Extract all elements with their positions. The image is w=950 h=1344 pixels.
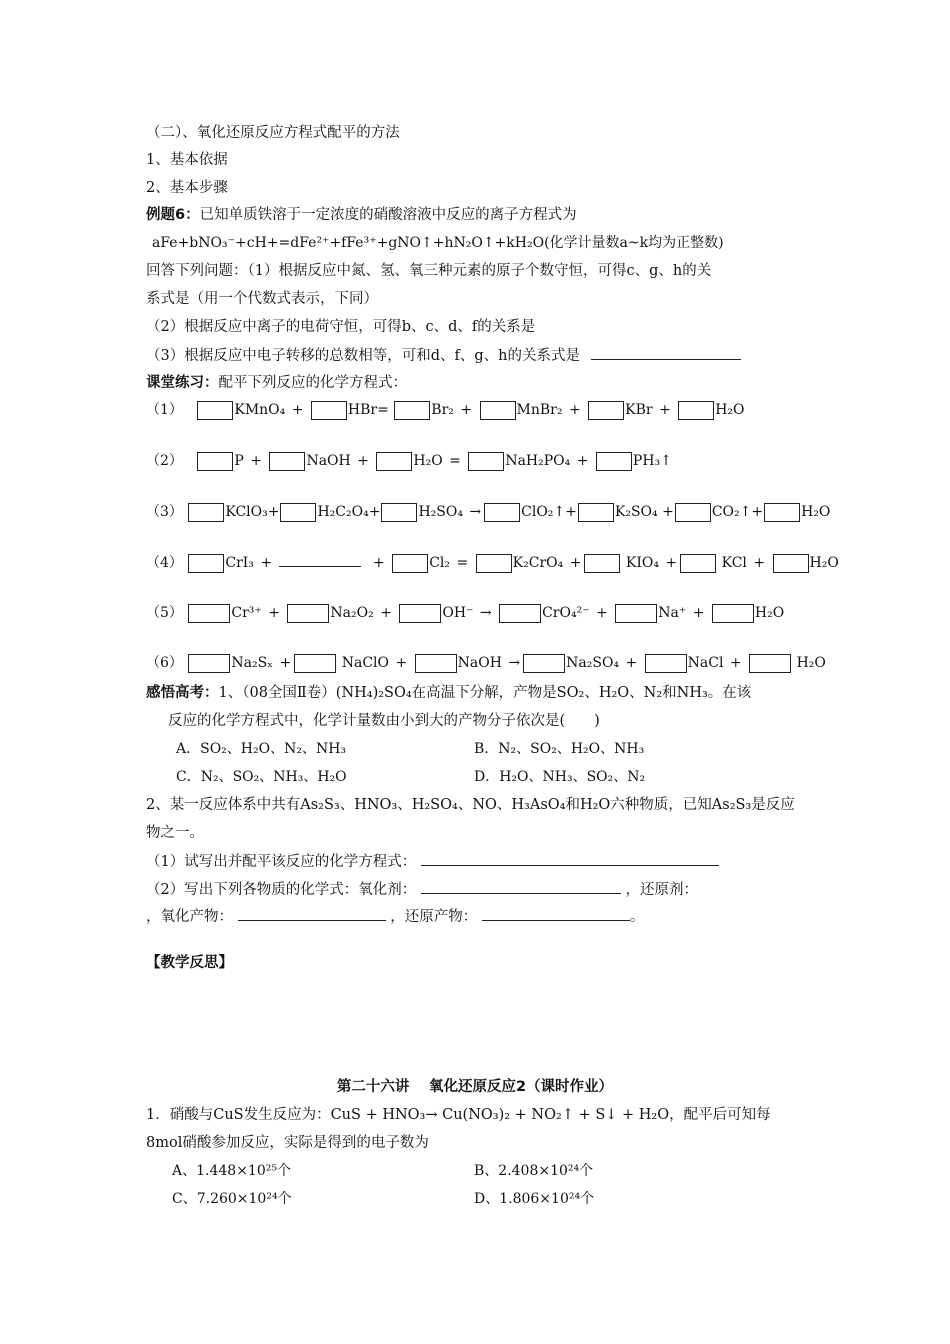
coef-box[interactable] — [584, 554, 620, 573]
plus: + — [460, 402, 473, 418]
equation-6 — [146, 653, 826, 673]
plus: + — [373, 555, 385, 571]
species: H₂O — [809, 555, 839, 571]
coef-box[interactable] — [392, 554, 428, 573]
answer-blank[interactable] — [421, 851, 719, 866]
eq-number: （4） — [146, 555, 183, 571]
plus: + — [250, 453, 262, 469]
species: Na⁺ — [658, 605, 687, 621]
plus: + — [659, 402, 671, 418]
gaokao-q2-part1-text: （1）试写出并配平该反应的化学方程式： — [146, 854, 417, 870]
eq-number: （1） — [146, 402, 183, 418]
practice-text: 配平下列反应的化学方程式： — [218, 375, 407, 391]
coef-box[interactable] — [399, 604, 441, 623]
equation-1 — [146, 400, 745, 420]
plus: + — [665, 555, 678, 571]
species: H₂O — [413, 453, 443, 469]
species: CrO₄²⁻ — [542, 605, 590, 621]
gaokao-label: 感悟高考： — [146, 685, 219, 701]
example6-text: 已知单质铁溶于一定浓度的硝酸溶液中反应的离子方程式为 — [199, 207, 577, 223]
gaokao-q2-part2-reductant: ，还原剂： — [625, 882, 698, 898]
plus: + — [260, 555, 273, 571]
reduction-product-blank[interactable] — [482, 906, 630, 921]
plus: + — [692, 605, 705, 621]
plus: + — [729, 655, 742, 671]
gaokao-q2-part3-ox: ，氧化产物： — [146, 909, 233, 925]
species: H₂O — [754, 605, 785, 621]
eq-number: （2） — [146, 453, 183, 469]
species: NaClO — [341, 655, 390, 671]
example6-q2: （2）根据反应中离子的电荷守恒，可得b、c、d、f的关系是 — [146, 319, 536, 335]
plus: + — [291, 402, 304, 418]
eq-number: （5） — [146, 605, 183, 621]
arrow: → — [469, 504, 482, 520]
species: CrI₃ — [225, 555, 254, 571]
gaokao-q1-line2: 反应的化学方程式中，化学计量数由小到大的产物分子依次是( ) — [168, 713, 600, 729]
coef-box[interactable] — [645, 654, 687, 673]
species: Cr³⁺ — [231, 605, 262, 621]
species: Na₂SO₄ — [566, 655, 620, 671]
basis-heading: 1、基本依据 — [146, 152, 228, 168]
hw-option-b[interactable]: B、2.408×10²⁴个 — [474, 1163, 594, 1179]
coef-box[interactable] — [680, 554, 716, 573]
species: Na₂O₂ — [330, 605, 374, 621]
equals: = — [456, 555, 469, 571]
plus: + — [268, 605, 280, 621]
reflection-heading: 【教学反思】 — [146, 955, 233, 971]
coef-box[interactable] — [675, 503, 711, 522]
plus: + — [596, 605, 608, 621]
species: PH₃↑ — [632, 453, 672, 469]
gaokao-q2-line2: 物之一。 — [146, 825, 204, 841]
coef-box[interactable] — [376, 452, 412, 471]
plus: + — [357, 453, 369, 469]
species: CO₂↑+ — [711, 504, 764, 520]
example6 — [146, 205, 577, 225]
species: KBr — [625, 402, 653, 418]
coef-box[interactable] — [678, 401, 714, 420]
gaokao-q2-part1 — [146, 851, 719, 872]
plus: + — [569, 555, 582, 571]
species: NaH₂PO₄ — [505, 453, 571, 469]
plus: + — [380, 605, 392, 621]
plus: + — [753, 555, 766, 571]
hw-option-a[interactable]: A、1.448×10²⁵个 — [172, 1163, 291, 1179]
species: NaOH — [457, 655, 502, 671]
coef-box[interactable] — [188, 604, 230, 623]
species: KCl — [721, 555, 747, 571]
oxidant-blank[interactable] — [421, 879, 621, 894]
species-blank[interactable] — [279, 552, 361, 567]
hw-option-d[interactable]: D、1.806×10²⁴个 — [474, 1191, 595, 1207]
plus: + — [576, 453, 589, 469]
coef-box[interactable] — [280, 503, 316, 522]
gaokao-q2-line1: 2、某一反应体系中共有As₂S₃、HNO₃、H₂SO₄、NO、H₃AsO₄和H₂O六种物质，已知As₂S₃是反应 — [146, 797, 795, 813]
steps-heading: 2、基本步骤 — [146, 180, 228, 196]
species: Cl₂ — [429, 555, 451, 571]
example6-q3-text: （3）根据反应中电子转移的总数相等，可和d、f、g、h的关系式是 — [146, 348, 580, 364]
coef-box[interactable] — [476, 554, 512, 573]
plus: + — [279, 655, 292, 671]
coef-box[interactable] — [415, 654, 457, 673]
species: H₂O — [796, 655, 826, 671]
gaokao-q2-part2 — [146, 879, 698, 900]
coef-box[interactable] — [764, 503, 800, 522]
species: P — [234, 453, 244, 469]
practice-label: 课堂练习： — [146, 375, 219, 391]
example6-q3 — [146, 345, 741, 366]
homework-q1-line1: 1．硝酸与CuS发生反应为：CuS + HNO₃→ Cu(NO₃)₂ + NO₂↑ + S↓ + H₂O，配平后可知每 — [146, 1107, 771, 1123]
gaokao-q2-part3 — [146, 906, 644, 927]
equation-2 — [146, 451, 672, 471]
species: H₂C₂O₄+ — [317, 504, 381, 520]
coef-box[interactable] — [188, 503, 224, 522]
coef-box[interactable] — [578, 503, 614, 522]
coef-box[interactable] — [381, 503, 417, 522]
gaokao-q1-line1: 1、（08全国Ⅱ卷）(NH₄)₂SO₄在高温下分解，产物是SO₂、H₂O、N₂和NH₃。在该 — [218, 685, 752, 701]
coef-box[interactable] — [615, 604, 657, 623]
species: K₂SO₄ — [614, 504, 658, 520]
coef-box[interactable] — [523, 654, 565, 673]
species: ClO₂↑+ — [521, 504, 577, 520]
example6-q1a: 回答下列问题：（1）根据反应中氮、氢、氧三种元素的原子个数守恒，可得c、g、h的关 — [146, 263, 712, 279]
equation-5 — [146, 603, 784, 623]
example6-equation: aFe+bNO₃⁻+cH+=dFe²⁺+fFe³⁺+gNO↑+hN₂O↑+kH₂O(化学计量数a~k均为正整数) — [152, 235, 724, 251]
species: MnBr₂ — [516, 402, 563, 418]
arrow: → — [479, 605, 492, 621]
option-a[interactable]: A．SO₂、H₂O、N₂、NH₃ — [176, 741, 347, 757]
hw-option-c[interactable]: C、7.260×10²⁴个 — [172, 1191, 292, 1207]
plus: + — [625, 655, 638, 671]
coef-box[interactable] — [773, 554, 809, 573]
species: HBr= — [347, 402, 389, 418]
species: KMnO₄ — [234, 402, 286, 418]
coef-box[interactable] — [596, 452, 632, 471]
option-d[interactable]: D．H₂O、NH₃、SO₂、N₂ — [474, 769, 646, 785]
eq-number: （3） — [146, 504, 183, 520]
plus: + — [568, 402, 581, 418]
equation-3 — [146, 502, 830, 522]
equation-4 — [146, 552, 839, 573]
coef-box[interactable] — [287, 604, 329, 623]
species: NaOH — [306, 453, 351, 469]
coef-box[interactable] — [188, 654, 230, 673]
answer-blank[interactable] — [591, 345, 741, 360]
gaokao-q2-part3-red: ，还原产物： — [390, 909, 478, 925]
section-title: （二）、氧化还原反应方程式配平的方法 — [146, 125, 400, 141]
coef-box[interactable] — [484, 503, 520, 522]
coef-box[interactable] — [269, 452, 305, 471]
coef-box[interactable] — [499, 604, 541, 623]
coef-box[interactable] — [197, 452, 233, 471]
species: K₂CrO₄ — [512, 555, 564, 571]
species: H₂O — [801, 504, 831, 520]
species: KIO₄ — [625, 555, 659, 571]
coef-box[interactable] — [588, 401, 624, 420]
coef-box[interactable] — [311, 401, 347, 420]
option-c[interactable]: C．N₂、SO₂、NH₃、H₂O — [176, 769, 347, 785]
homework-title: 第二十六讲 氧化还原反应2（课时作业） — [336, 1079, 614, 1095]
coef-box[interactable] — [188, 554, 224, 573]
gaokao-q2-part2-text: （2）写出下列各物质的化学式：氧化剂： — [146, 882, 417, 898]
equals: = — [449, 453, 461, 469]
species: Br₂ — [431, 402, 454, 418]
coef-box[interactable] — [712, 604, 754, 623]
period: 。 — [629, 909, 645, 925]
coef-box[interactable] — [468, 452, 504, 471]
coef-box[interactable] — [749, 654, 791, 673]
coef-box[interactable] — [294, 654, 336, 673]
plus: + — [395, 655, 408, 671]
species: OH⁻ — [442, 605, 474, 621]
species: H₂O — [715, 402, 745, 418]
coef-box[interactable] — [480, 401, 516, 420]
arrow: → — [508, 655, 521, 671]
oxidation-product-blank[interactable] — [238, 906, 386, 921]
eq-number: （6） — [146, 655, 183, 671]
plus: + — [662, 504, 674, 520]
example6-label: 例题6： — [146, 207, 200, 223]
homework-q1-line2: 8mol硝酸参加反应，实际是得到的电子数为 — [146, 1135, 429, 1151]
species: H₂SO₄ — [418, 504, 463, 520]
practice-heading — [146, 373, 407, 393]
species: KClO₃+ — [225, 504, 280, 520]
gaokao-q1 — [146, 683, 751, 703]
coef-box[interactable] — [197, 401, 233, 420]
coef-box[interactable] — [394, 401, 430, 420]
example6-q1b: 系式是（用一个代数式表示，下同） — [146, 291, 378, 307]
option-b[interactable]: B．N₂、SO₂、H₂O、NH₃ — [474, 741, 645, 757]
species: NaCl — [687, 655, 724, 671]
species: Na₂Sₓ — [231, 655, 274, 671]
